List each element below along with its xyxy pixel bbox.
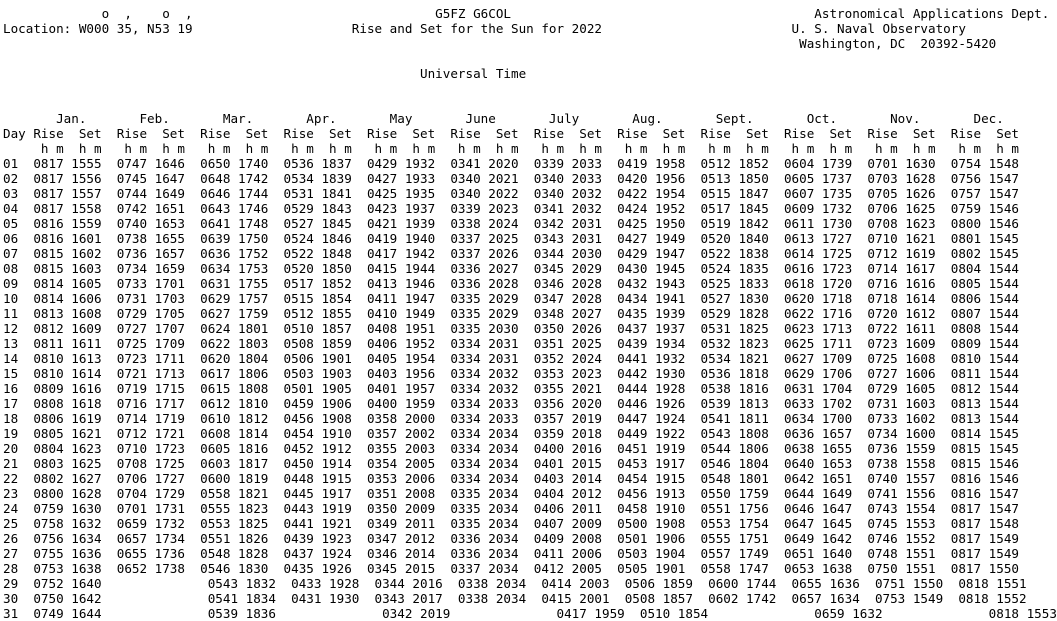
- table-row: 13 0811 1611 0725 1709 0622 1803 0508 1859 0406 1952 0334 2031 0351 2025 0439 1934 0532 1823 0625 1711 0723 1609 0809 1544: [3, 336, 1019, 351]
- table-row: 09 0814 1605 0733 1701 0631 1755 0517 1852 0413 1946 0336 2028 0346 2028 0432 1943 0525 1833 0618 1720 0716 1616 0805 1544: [3, 276, 1019, 291]
- month-headers: Jan. Feb. Mar. Apr. May June July Aug. Sept. Oct. Nov. Dec.: [3, 111, 1004, 126]
- table-row: 27 0755 1636 0655 1736 0548 1828 0437 1924 0346 2014 0336 2034 0411 2006 0503 1904 0557 1749 0651 1640 0748 1551 0817 1549: [3, 546, 1019, 561]
- time-zone-label: Universal Time: [3, 66, 527, 81]
- table-row: 16 0809 1616 0719 1715 0615 1808 0501 1905 0401 1957 0334 2032 0355 2021 0444 1928 0538 1816 0631 1704 0729 1605 0812 1544: [3, 381, 1019, 396]
- hour-minute-headers: h m h m h m h m h m h m h m h m h m h m h m h m h m h m h m h m h m h m h m h m h m h m h m h m: [3, 141, 1019, 156]
- table-row: 03 0817 1557 0744 1649 0646 1744 0531 1841 0425 1935 0340 2022 0340 2032 0422 1954 0515 1847 0607 1735 0705 1626 0757 1547: [3, 186, 1019, 201]
- table-row: 22 0802 1627 0706 1727 0600 1819 0448 1915 0353 2006 0334 2034 0403 2014 0454 1915 0548 1801 0642 1651 0740 1557 0816 1546: [3, 471, 1019, 486]
- table-row: 26 0756 1634 0657 1734 0551 1826 0439 1923 0347 2012 0336 2034 0409 2008 0501 1906 0555 1751 0649 1642 0746 1552 0817 1549: [3, 531, 1019, 546]
- header-line-2-location-title: Location: W000 35, N53 19 Rise and Set for the Sun for 2022 U. S. Naval Observatory: [3, 21, 966, 36]
- table-row: 08 0815 1603 0734 1659 0634 1753 0520 1850 0415 1944 0336 2027 0345 2029 0430 1945 0524 1835 0616 1723 0714 1617 0804 1544: [3, 261, 1019, 276]
- table-row: 02 0817 1556 0745 1647 0648 1742 0534 1839 0427 1933 0340 2021 0340 2033 0420 1956 0513 1850 0605 1737 0703 1628 0756 1547: [3, 171, 1019, 186]
- table-row: 30 0750 1642 0541 1834 0431 1930 0343 2017 0338 2034 0415 2001 0508 1857 0602 1742 0657 1634 0753 1549 0818 1552: [3, 591, 1027, 606]
- sunrise-sunset-table: [3, 6, 1057, 621]
- table-row: 25 0758 1632 0659 1732 0553 1825 0441 1921 0349 2011 0335 2034 0407 2009 0500 1908 0553 1754 0647 1645 0745 1553 0817 1548: [3, 516, 1019, 531]
- table-row: 05 0816 1559 0740 1653 0641 1748 0527 1845 0421 1939 0338 2024 0342 2031 0425 1950 0519 1842 0611 1730 0708 1623 0800 1546: [3, 216, 1019, 231]
- table-row: 17 0808 1618 0716 1717 0612 1810 0459 1906 0400 1959 0334 2033 0356 2020 0446 1926 0539 1813 0633 1702 0731 1603 0813 1544: [3, 396, 1019, 411]
- table-row: 21 0803 1625 0708 1725 0603 1817 0450 1914 0354 2005 0334 2034 0401 2015 0453 1917 0546 1804 0640 1653 0738 1558 0815 1546: [3, 456, 1019, 471]
- table-row: 04 0817 1558 0742 1651 0643 1746 0529 1843 0423 1937 0339 2023 0341 2032 0424 1952 0517 1845 0609 1732 0706 1625 0759 1546: [3, 201, 1019, 216]
- table-row: 19 0805 1621 0712 1721 0608 1814 0454 1910 0357 2002 0334 2034 0359 2018 0449 1922 0543 1808 0636 1657 0734 1600 0814 1545: [3, 426, 1019, 441]
- table-row: 28 0753 1638 0652 1738 0546 1830 0435 1926 0345 2015 0337 2034 0412 2005 0505 1901 0558 1747 0653 1638 0750 1551 0817 1550: [3, 561, 1019, 576]
- table-row: 01 0817 1555 0747 1646 0650 1740 0536 1837 0429 1932 0341 2020 0339 2033 0419 1958 0512 1852 0604 1739 0701 1630 0754 1548: [3, 156, 1019, 171]
- table-row: 15 0810 1614 0721 1713 0617 1806 0503 1903 0403 1956 0334 2032 0353 2023 0442 1930 0536 1818 0629 1706 0727 1606 0811 1544: [3, 366, 1019, 381]
- table-row: 10 0814 1606 0731 1703 0629 1757 0515 1854 0411 1947 0335 2029 0347 2028 0434 1941 0527 1830 0620 1718 0718 1614 0806 1544: [3, 291, 1019, 306]
- table-row: 18 0806 1619 0714 1719 0610 1812 0456 1908 0358 2000 0334 2033 0357 2019 0447 1924 0541 1811 0634 1700 0733 1602 0813 1544: [3, 411, 1019, 426]
- table-row: 06 0816 1601 0738 1655 0639 1750 0524 1846 0419 1940 0337 2025 0343 2031 0427 1949 0520 1840 0613 1727 0710 1621 0801 1545: [3, 231, 1019, 246]
- table-row: 24 0759 1630 0701 1731 0555 1823 0443 1919 0350 2009 0335 2034 0406 2011 0458 1910 0551 1756 0646 1647 0743 1554 0817 1547: [3, 501, 1019, 516]
- table-row: 12 0812 1609 0727 1707 0624 1801 0510 1857 0408 1951 0335 2030 0350 2026 0437 1937 0531 1825 0623 1713 0722 1611 0808 1544: [3, 321, 1019, 336]
- table-row: 11 0813 1608 0729 1705 0627 1759 0512 1855 0410 1949 0335 2029 0348 2027 0435 1939 0529 1828 0622 1716 0720 1612 0807 1544: [3, 306, 1019, 321]
- header-line-3-address: Washington, DC 20392-5420: [3, 36, 997, 51]
- table-row: 29 0752 1640 0543 1832 0433 1928 0344 2016 0338 2034 0414 2003 0506 1859 0600 1744 0655 1636 0751 1550 0818 1551: [3, 576, 1027, 591]
- table-row: 23 0800 1628 0704 1729 0558 1821 0445 1917 0351 2008 0335 2034 0404 2012 0456 1913 0550 1759 0644 1649 0741 1556 0816 1547: [3, 486, 1019, 501]
- table-row: 07 0815 1602 0736 1657 0636 1752 0522 1848 0417 1942 0337 2026 0344 2030 0429 1947 0522 1838 0614 1725 0712 1619 0802 1545: [3, 246, 1019, 261]
- header-line-1: o , o , G5FZ G6COL Astronomical Applications Dept.: [3, 6, 1050, 21]
- table-row: 14 0810 1613 0723 1711 0620 1804 0506 1901 0405 1954 0334 2031 0352 2024 0441 1932 0534 1821 0627 1709 0725 1608 0810 1544: [3, 351, 1019, 366]
- table-row: 31 0749 1644 0539 1836 0342 2019 0417 1959 0510 1854 0659 1632 0818 1553: [3, 606, 1057, 621]
- rise-set-headers: Day Rise Set Rise Set Rise Set Rise Set Rise Set Rise Set Rise Set Rise Set Rise Set Rise Set Rise Set Rise Set: [3, 126, 1019, 141]
- table-row: 20 0804 1623 0710 1723 0605 1816 0452 1912 0355 2003 0334 2034 0400 2016 0451 1919 0544 1806 0638 1655 0736 1559 0815 1545: [3, 441, 1019, 456]
